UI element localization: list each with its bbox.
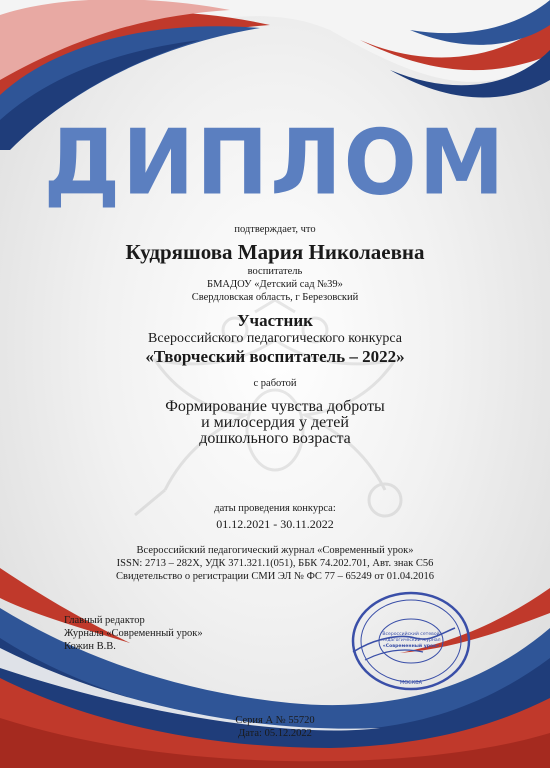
editor-name: Кожин В.В. <box>64 641 116 652</box>
recipient-location: Свердловская область, г Березовский <box>191 292 359 303</box>
seal-city: МОСКВА <box>399 680 423 686</box>
recipient-position: воспитатель <box>247 266 303 277</box>
work-label: с работой <box>253 378 297 389</box>
work-title-line-3: дошкольного возраста <box>199 430 351 447</box>
journal-name: Всероссийский педагогический журнал «Современный урок» <box>136 545 414 556</box>
journal-issn: ISSN: 2713 – 282X, УДК 371.321.1(051), ББК 74.202.701, Авт. знак С56 <box>116 558 434 569</box>
contest-type: Всероссийского педагогического конкурса <box>148 331 402 346</box>
seal-text-line-3: «Современный урок» <box>382 644 440 649</box>
recipient-name: Кудряшова Мария Николаевна <box>125 240 425 264</box>
editor-title: Главный редактор <box>64 615 145 626</box>
editor-block <box>64 614 203 653</box>
journal-seal <box>345 590 473 692</box>
journal-registration: Свидетельство о регистрации СМИ ЭЛ № ФС 77 – 65249 от 01.04.2016 <box>116 571 434 582</box>
issue-date: Дата: 05.12.2022 <box>238 728 312 739</box>
recipient-organization: БМАДОУ «Детский сад №39» <box>207 279 343 290</box>
seal-text-line-2: педагогический журнал <box>381 638 441 643</box>
work-title-line-1: Формирование чувства доброты <box>165 398 385 415</box>
seal-text-line-1: Всероссийский сетевой <box>382 632 440 637</box>
award-title: Участник <box>237 311 313 330</box>
diploma-title: ДИПЛОМ <box>43 110 507 216</box>
dates-label: даты проведения конкурса: <box>214 503 336 514</box>
confirms-text: подтверждает, что <box>234 224 316 235</box>
contest-dates: 01.12.2021 - 30.11.2022 <box>216 517 334 531</box>
serial-number: Серия А № 55720 <box>235 715 315 726</box>
work-title-line-2: и милосердия у детей <box>201 414 349 431</box>
editor-journal: Журнала «Современный урок» <box>64 628 203 639</box>
contest-name: «Творческий воспитатель – 2022» <box>145 347 405 366</box>
